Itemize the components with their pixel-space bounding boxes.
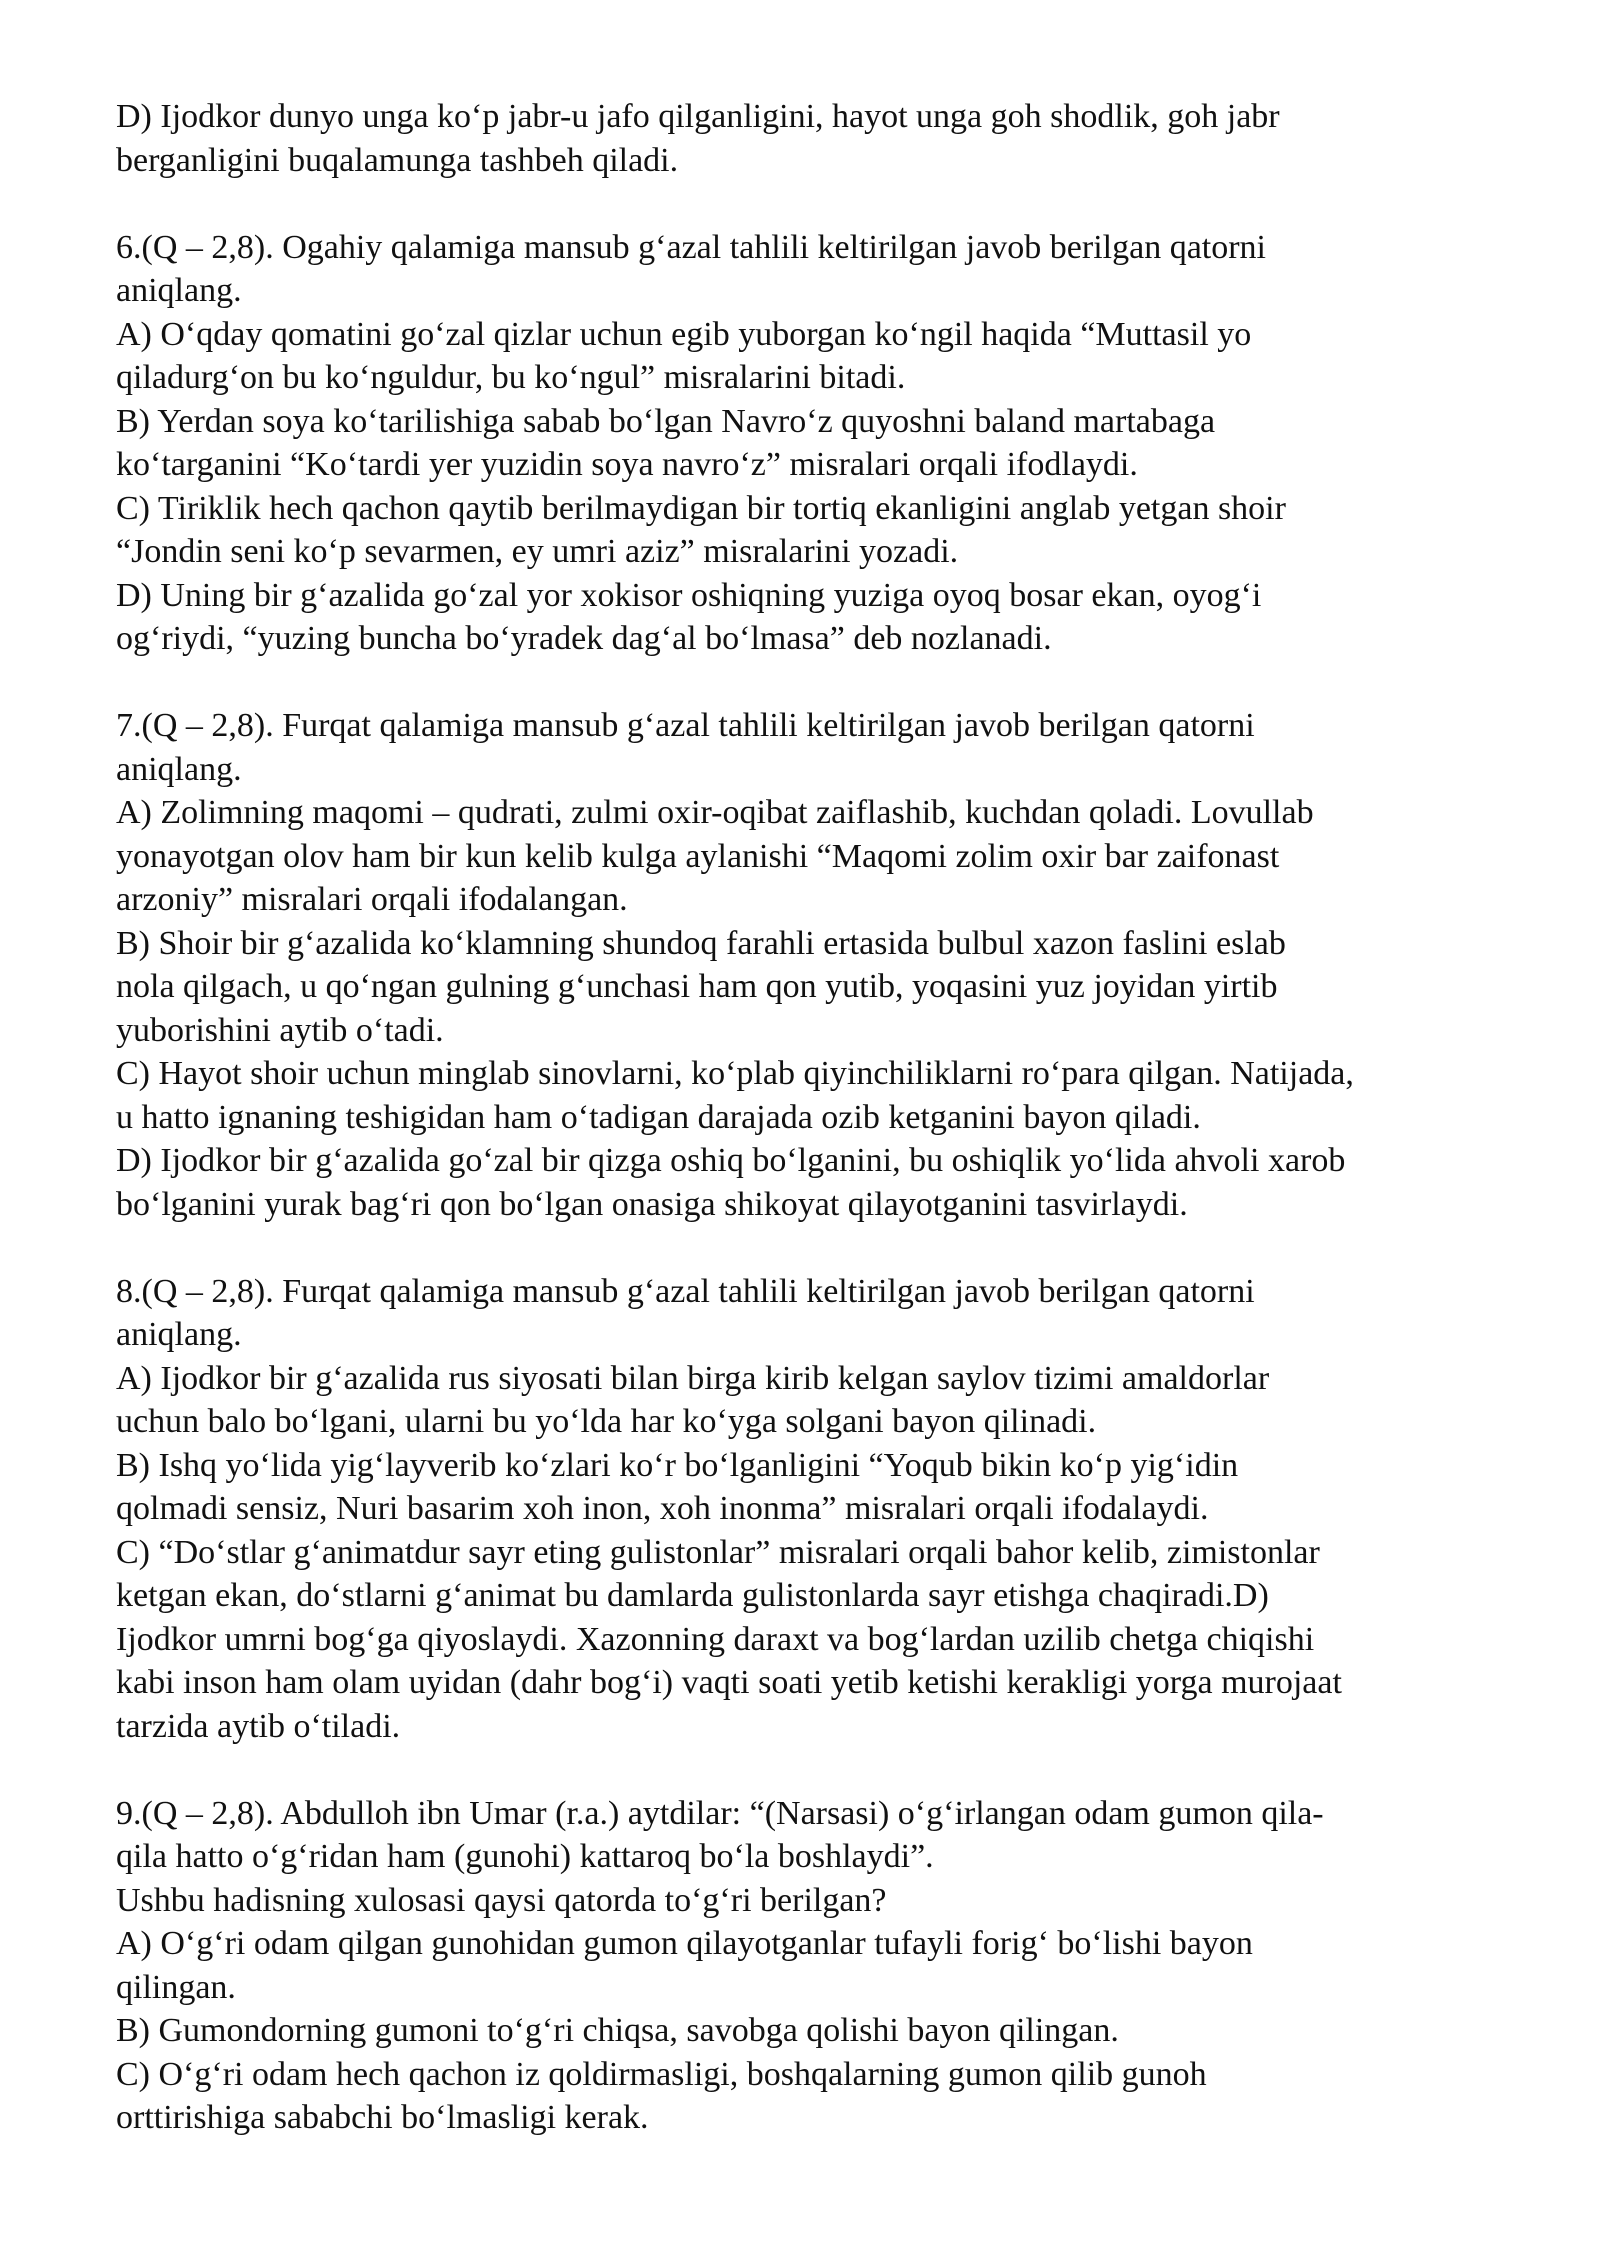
q6-option-a [116, 313, 1516, 400]
text-line: 7.(Q – 2,8). Furqat qalamiga mansub g‘azal tahlili keltirilgan javob berilgan qatorni [116, 707, 1255, 744]
q7-option-a [116, 791, 1516, 922]
text-line: u hatto ignaning teshigidan ham o‘tadigan darajada ozib ketganini bayon qiladi. [116, 1098, 1201, 1136]
q6-question [116, 226, 1516, 313]
text-line: 8.(Q – 2,8). Furqat qalamiga mansub g‘azal tahlili keltirilgan javob berilgan qatorni [116, 1272, 1255, 1310]
text-line: uchun balo bo‘lgani, ularni bu yo‘lda har ko‘yga solgani bayon qilinadi. [116, 1403, 1097, 1440]
text-line: qilingan. [116, 1968, 236, 2006]
text-line: Ushbu hadisning xulosasi qaysi qatorda to‘g‘ri berilgan? [116, 1881, 887, 1919]
q9-option-a [116, 1922, 1516, 2009]
text-line: yuborishini aytib o‘tadi. [116, 1011, 444, 1049]
q5-option-d [116, 95, 1516, 182]
text-line: A) Zolimning maqomi – qudrati, zulmi oxir-oqibat zaiflashib, kuchdan qoladi. Lovullab [116, 794, 1314, 831]
text-line: qila hatto o‘g‘ridan ham (gunohi) kattaroq bo‘la boshlaydi”. [116, 1838, 934, 1875]
text-line: B) Ishq yo‘lida yig‘layverib ko‘zlari ko‘r bo‘lganligini “Yoqub bikin ko‘p yig‘idin [116, 1446, 1239, 1484]
question-7-block [116, 704, 1516, 1226]
text-line: A) O‘qday qomatini go‘zal qizlar uchun egib yuborgan ko‘ngil haqida “Muttasil yo [116, 315, 1252, 353]
q8-question [116, 1270, 1516, 1357]
text-line: Ijodkor umrni bog‘ga qiyoslaydi. Xazonning daraxt va bog‘lardan uzilib chetga chiqishi [116, 1620, 1315, 1658]
q7-option-d [116, 1139, 1516, 1226]
q8-option-a [116, 1357, 1516, 1444]
text-line: berganligini buqalamunga tashbeh qiladi. [116, 141, 679, 179]
q9-question [116, 1792, 1516, 1923]
text-line: “Jondin seni ko‘p sevarmen, ey umri aziz” misralarini yozadi. [116, 533, 959, 570]
q9-option-c [116, 2053, 1516, 2140]
text-line: orttirishiga sababchi bo‘lmasligi kerak. [116, 2099, 649, 2136]
text-line: aniqlang. [116, 272, 242, 309]
q6-option-d [116, 574, 1516, 661]
text-line: C) “Do‘stlar g‘animatdur sayr eting gulistonlar” misralari orqali bahor kelib, zimistonlar [116, 1533, 1320, 1571]
text-line: 6.(Q – 2,8). Ogahiy qalamiga mansub g‘azal tahlili keltirilgan javob berilgan qatorni [116, 228, 1267, 266]
text-line: ko‘targanini “Ko‘tardi yer yuzidin soya navro‘z” misralari orqali ifodlaydi. [116, 446, 1138, 483]
text-line: kabi inson ham olam uyidan (dahr bog‘i) vaqti soati yetib ketishi kerakligi yorga murojaat [116, 1664, 1342, 1701]
text-line: ketgan ekan, do‘stlarni g‘animat bu damlarda gulistonlarda sayr etishga chaqiradi.D) [116, 1577, 1269, 1614]
q7-option-b [116, 922, 1516, 1053]
text-line: aniqlang. [116, 1316, 242, 1353]
q7-option-c [116, 1052, 1516, 1139]
text-line: B) Gumondorning gumoni to‘g‘ri chiqsa, savobga qolishi bayon qilingan. [116, 2012, 1119, 2049]
q8-option-c-d [116, 1531, 1516, 1749]
text-line: D) Ijodkor bir g‘azalida go‘zal bir qizga oshiq bo‘lganini, bu oshiqlik yo‘lida ahvoli xarob [116, 1142, 1346, 1179]
text-line: D) Uning bir g‘azalida go‘zal yor xokisor oshiqning yuziga oyoq bosar ekan, oyog‘i [116, 576, 1262, 614]
text-line: nola qilgach, u qo‘ngan gulning g‘unchasi ham qon yutib, yoqasini yuz joyidan yirtib [116, 968, 1278, 1005]
text-line: B) Shoir bir g‘azalida ko‘klamning shundoq farahli ertasida bulbul xazon faslini eslab [116, 924, 1286, 962]
text-line: 9.(Q – 2,8). Abdulloh ibn Umar (r.a.) aytdilar: “(Narsasi) o‘g‘irlangan odam gumon qila- [116, 1794, 1324, 1832]
text-line: D) Ijodkor dunyo unga ko‘p jabr-u jafo qilganligini, hayot unga goh shodlik, goh jabr [116, 98, 1280, 135]
text-line: A) O‘g‘ri odam qilgan gunohidan gumon qilayotganlar tufayli forig‘ bo‘lishi bayon [116, 1925, 1253, 1962]
q6-option-b [116, 400, 1516, 487]
question-9-block [116, 1792, 1516, 2140]
text-line: C) O‘g‘ri odam hech qachon iz qoldirmasligi, boshqalarning gumon qilib gunoh [116, 2055, 1207, 2093]
text-line: qolmadi sensiz, Nuri basarim xoh inon, xoh inonma” misralari orqali ifodalaydi. [116, 1490, 1209, 1527]
question-5-block [116, 95, 1516, 182]
q9-option-b [116, 2009, 1516, 2053]
text-line: qiladurg‘on bu ko‘nguldur, bu ko‘ngul” misralarini bitadi. [116, 359, 906, 396]
question-8-block [116, 1270, 1516, 1749]
text-line: bo‘lganini yurak bag‘ri qon bo‘lgan onasiga shikoyat qilayotganini tasvirlaydi. [116, 1185, 1188, 1223]
text-line: B) Yerdan soya ko‘tarilishiga sabab bo‘lgan Navro‘z quyoshni baland martabaga [116, 402, 1216, 440]
question-6-block [116, 226, 1516, 661]
text-line: og‘riydi, “yuzing buncha bo‘yradek dag‘al bo‘lmasa” deb nozlanadi. [116, 620, 1052, 657]
text-line: C) Hayot shoir uchun minglab sinovlarni, ko‘plab qiyinchiliklarni ro‘para qilgan. Natijada, [116, 1055, 1354, 1092]
text-line: A) Ijodkor bir g‘azalida rus siyosati bilan birga kirib kelgan saylov tizimi amaldorlar [116, 1359, 1270, 1397]
q6-option-c [116, 487, 1516, 574]
text-line: yonayotgan olov ham bir kun kelib kulga aylanishi “Maqomi zolim oxir bar zaifonast [116, 837, 1280, 875]
text-line: tarzida aytib o‘tiladi. [116, 1707, 401, 1745]
text-line: aniqlang. [116, 750, 242, 788]
q8-option-b [116, 1444, 1516, 1531]
document-body [116, 95, 1516, 2183]
text-line: arzoniy” misralari orqali ifodalangan. [116, 881, 628, 918]
text-line: C) Tiriklik hech qachon qaytib berilmaydigan bir tortiq ekanligini anglab yetgan shoir [116, 489, 1286, 527]
q7-question [116, 704, 1516, 791]
